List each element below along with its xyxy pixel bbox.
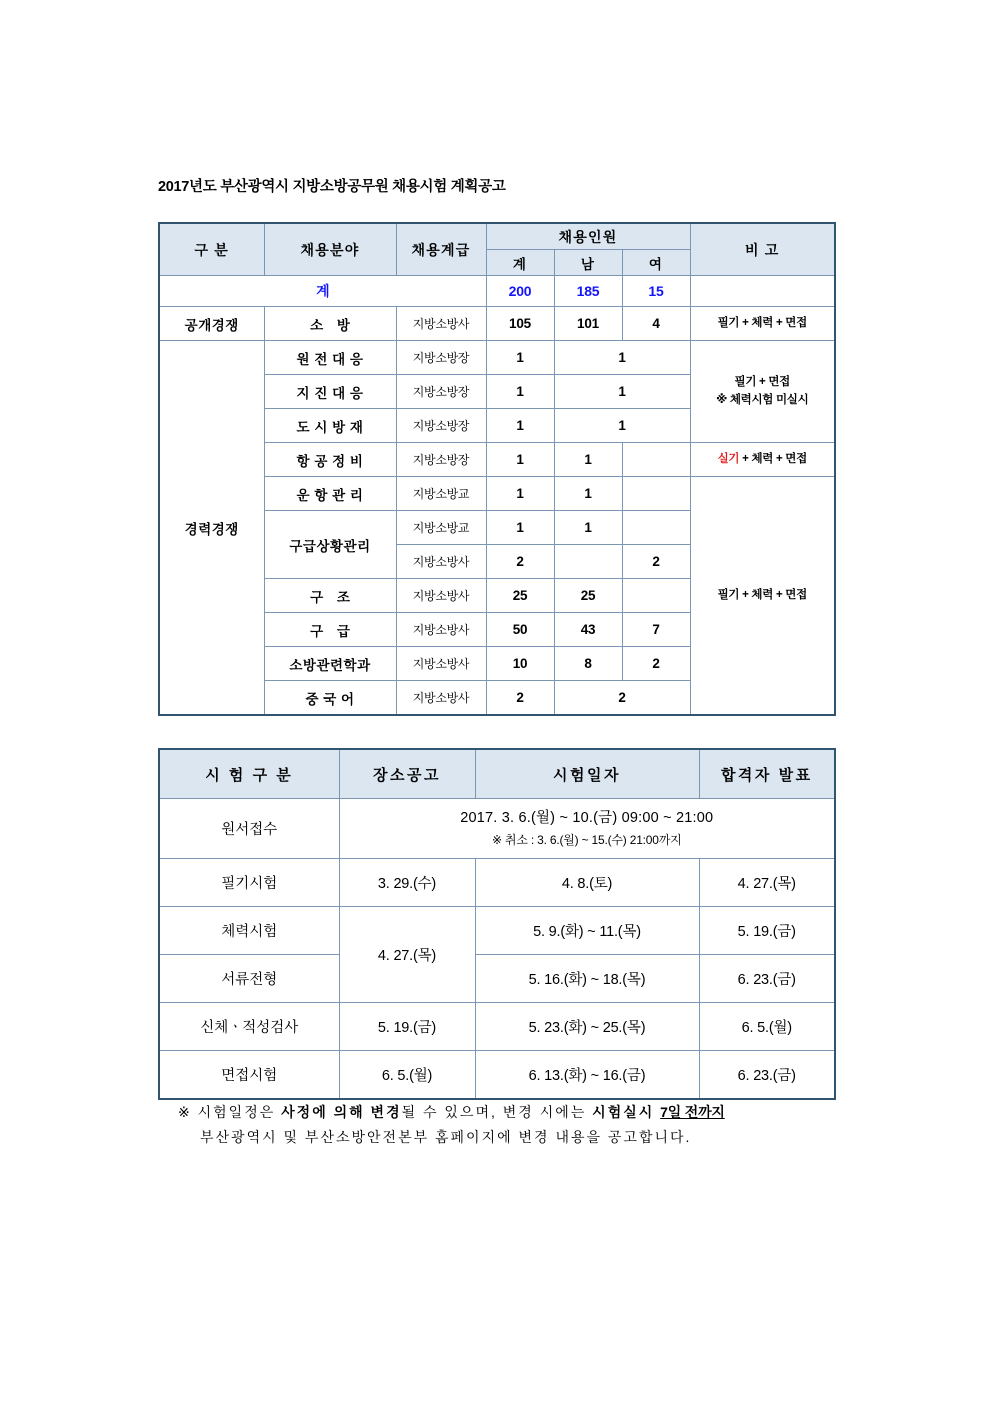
open-division: 공개경쟁 bbox=[159, 307, 264, 341]
career-remarks-a-line2: ※ 체력시험 미실시 bbox=[716, 393, 809, 406]
schedule-header-result: 합격자 발표 bbox=[699, 749, 835, 799]
table-row-open-competition bbox=[159, 307, 835, 341]
footnote-part-c: 될 수 있으며, 변경 시에는 bbox=[401, 1104, 593, 1120]
career-male-10: 8 bbox=[554, 647, 622, 681]
schedule-result-documents: 6. 23.(금) bbox=[699, 955, 835, 1003]
footnote-part-b: 사정에 의해 변경 bbox=[281, 1104, 402, 1120]
header-grade: 채용계급 bbox=[396, 223, 486, 276]
recruitment-table bbox=[158, 222, 836, 716]
schedule-row-interview bbox=[159, 1051, 835, 1100]
career-field-11: 중 국 어 bbox=[264, 681, 396, 716]
career-male-8: 25 bbox=[554, 579, 622, 613]
career-field-10: 소방관련학과 bbox=[264, 647, 396, 681]
career-total-3: 1 bbox=[486, 409, 554, 443]
schedule-venue-fitness: 4. 27.(목) bbox=[339, 907, 475, 1003]
schedule-row-fitness bbox=[159, 907, 835, 955]
career-total-9: 50 bbox=[486, 613, 554, 647]
career-division: 경력경쟁 bbox=[159, 341, 264, 716]
open-total: 105 bbox=[486, 307, 554, 341]
total-count: 200 bbox=[486, 276, 554, 307]
career-grade-9: 지방소방사 bbox=[396, 613, 486, 647]
career-grade-1: 지방소방장 bbox=[396, 341, 486, 375]
table-row-career-1 bbox=[159, 341, 835, 375]
career-female-5 bbox=[622, 477, 690, 511]
career-field-2: 지 진 대 응 bbox=[264, 375, 396, 409]
career-remarks-b bbox=[690, 443, 835, 477]
table-row-total bbox=[159, 276, 835, 307]
career-merged-3: 1 bbox=[554, 409, 690, 443]
schedule-application-period bbox=[339, 799, 835, 859]
schedule-header-exam-type: 시 험 구 분 bbox=[159, 749, 339, 799]
career-grade-2: 지방소방장 bbox=[396, 375, 486, 409]
career-total-1: 1 bbox=[486, 341, 554, 375]
schedule-result-written: 4. 27.(목) bbox=[699, 859, 835, 907]
footnote-line-2: 부산광역시 및 부산소방안전본부 홈페이지에 변경 내용을 공고합니다. bbox=[200, 1128, 692, 1145]
header-remarks: 비 고 bbox=[690, 223, 835, 276]
header-total: 계 bbox=[486, 250, 554, 276]
page-title: 2017년도 부산광역시 지방소방공무원 채용시험 계획공고 bbox=[158, 179, 506, 195]
career-field-3: 도 시 방 재 bbox=[264, 409, 396, 443]
schedule-row-physical bbox=[159, 1003, 835, 1051]
open-field: 소 방 bbox=[264, 307, 396, 341]
header-female: 여 bbox=[622, 250, 690, 276]
schedule-result-fitness: 5. 19.(금) bbox=[699, 907, 835, 955]
schedule-label-documents: 서류전형 bbox=[159, 955, 339, 1003]
career-field-4: 항 공 정 비 bbox=[264, 443, 396, 477]
career-grade-10: 지방소방사 bbox=[396, 647, 486, 681]
footnote-part-a: ※ 시험일정은 bbox=[178, 1104, 282, 1120]
schedule-date-fitness: 5. 9.(화) ~ 11.(목) bbox=[475, 907, 699, 955]
open-female: 4 bbox=[622, 307, 690, 341]
career-grade-4: 지방소방장 bbox=[396, 443, 486, 477]
career-remarks-b-practical: 실기 bbox=[717, 452, 740, 465]
schedule-venue-physical: 5. 19.(금) bbox=[339, 1003, 475, 1051]
footnote-part-e: 7일 전까지 bbox=[660, 1104, 725, 1120]
total-female: 15 bbox=[622, 276, 690, 307]
recruitment-table-container bbox=[158, 222, 836, 716]
career-female-7: 2 bbox=[622, 545, 690, 579]
schedule-label-written: 필기시험 bbox=[159, 859, 339, 907]
career-field-5: 운 항 관 리 bbox=[264, 477, 396, 511]
schedule-label-application: 원서접수 bbox=[159, 799, 339, 859]
footnote-part-d: 시험실시 bbox=[592, 1104, 661, 1120]
career-male-7 bbox=[554, 545, 622, 579]
schedule-date-interview: 6. 13.(화) ~ 16.(금) bbox=[475, 1051, 699, 1100]
career-total-4: 1 bbox=[486, 443, 554, 477]
career-total-10: 10 bbox=[486, 647, 554, 681]
application-sub: ※ 취소 : 3. 6.(월) ~ 15.(수) 21:00까지 bbox=[491, 832, 682, 847]
schedule-label-interview: 면접시험 bbox=[159, 1051, 339, 1100]
career-total-7: 2 bbox=[486, 545, 554, 579]
career-female-10: 2 bbox=[622, 647, 690, 681]
open-remarks: 필기 + 체력 + 면접 bbox=[690, 307, 835, 341]
career-total-6: 1 bbox=[486, 511, 554, 545]
schedule-row-written bbox=[159, 859, 835, 907]
career-total-11: 2 bbox=[486, 681, 554, 716]
career-remarks-a-line1: 필기 + 면접 bbox=[734, 375, 790, 388]
schedule-venue-written: 3. 29.(수) bbox=[339, 859, 475, 907]
career-remarks-b-rest: + 체력 + 면접 bbox=[739, 452, 807, 465]
schedule-date-documents: 5. 16.(화) ~ 18.(목) bbox=[475, 955, 699, 1003]
table-header-row bbox=[159, 223, 835, 250]
total-label: 계 bbox=[159, 276, 486, 307]
schedule-date-physical: 5. 23.(화) ~ 25.(목) bbox=[475, 1003, 699, 1051]
header-male: 남 bbox=[554, 250, 622, 276]
career-male-5: 1 bbox=[554, 477, 622, 511]
career-merged-1: 1 bbox=[554, 341, 690, 375]
schedule-result-physical: 6. 5.(월) bbox=[699, 1003, 835, 1051]
schedule-date-written: 4. 8.(토) bbox=[475, 859, 699, 907]
career-remarks-c: 필기 + 체력 + 면접 bbox=[690, 477, 835, 716]
career-male-9: 43 bbox=[554, 613, 622, 647]
career-field-8: 구 조 bbox=[264, 579, 396, 613]
career-total-2: 1 bbox=[486, 375, 554, 409]
open-grade: 지방소방사 bbox=[396, 307, 486, 341]
career-total-8: 25 bbox=[486, 579, 554, 613]
schedule-label-physical: 신체ㆍ적성검사 bbox=[159, 1003, 339, 1051]
career-female-8 bbox=[622, 579, 690, 613]
schedule-result-interview: 6. 23.(금) bbox=[699, 1051, 835, 1100]
total-male: 185 bbox=[554, 276, 622, 307]
header-division: 구 분 bbox=[159, 223, 264, 276]
footnote bbox=[178, 1100, 858, 1149]
career-merged-11: 2 bbox=[554, 681, 690, 716]
career-female-4 bbox=[622, 443, 690, 477]
career-female-6 bbox=[622, 511, 690, 545]
career-grade-7: 지방소방사 bbox=[396, 545, 486, 579]
header-field: 채용분야 bbox=[264, 223, 396, 276]
schedule-venue-interview: 6. 5.(월) bbox=[339, 1051, 475, 1100]
footnote-line-1 bbox=[178, 1100, 858, 1125]
career-field-9: 구 급 bbox=[264, 613, 396, 647]
career-grade-11: 지방소방사 bbox=[396, 681, 486, 716]
schedule-header-venue: 장소공고 bbox=[339, 749, 475, 799]
career-grade-6: 지방소방교 bbox=[396, 511, 486, 545]
career-field-6: 구급상황관리 bbox=[264, 511, 396, 579]
header-headcount: 채용인원 bbox=[486, 223, 690, 250]
schedule-header-row bbox=[159, 749, 835, 799]
career-grade-3: 지방소방장 bbox=[396, 409, 486, 443]
career-grade-8: 지방소방사 bbox=[396, 579, 486, 613]
application-main: 2017. 3. 6.(월) ~ 10.(금) 09:00 ~ 21:00 bbox=[460, 810, 714, 827]
schedule-row-documents bbox=[159, 955, 835, 1003]
career-male-4: 1 bbox=[554, 443, 622, 477]
schedule-table bbox=[158, 748, 836, 1100]
career-male-6: 1 bbox=[554, 511, 622, 545]
career-grade-5: 지방소방교 bbox=[396, 477, 486, 511]
schedule-row-application bbox=[159, 799, 835, 859]
career-total-5: 1 bbox=[486, 477, 554, 511]
schedule-label-fitness: 체력시험 bbox=[159, 907, 339, 955]
career-merged-2: 1 bbox=[554, 375, 690, 409]
career-remarks-a bbox=[690, 341, 835, 443]
schedule-header-date: 시험일자 bbox=[475, 749, 699, 799]
open-male: 101 bbox=[554, 307, 622, 341]
career-field-1: 원 전 대 응 bbox=[264, 341, 396, 375]
total-remarks bbox=[690, 276, 835, 307]
career-female-9: 7 bbox=[622, 613, 690, 647]
schedule-table-container bbox=[158, 748, 836, 1100]
